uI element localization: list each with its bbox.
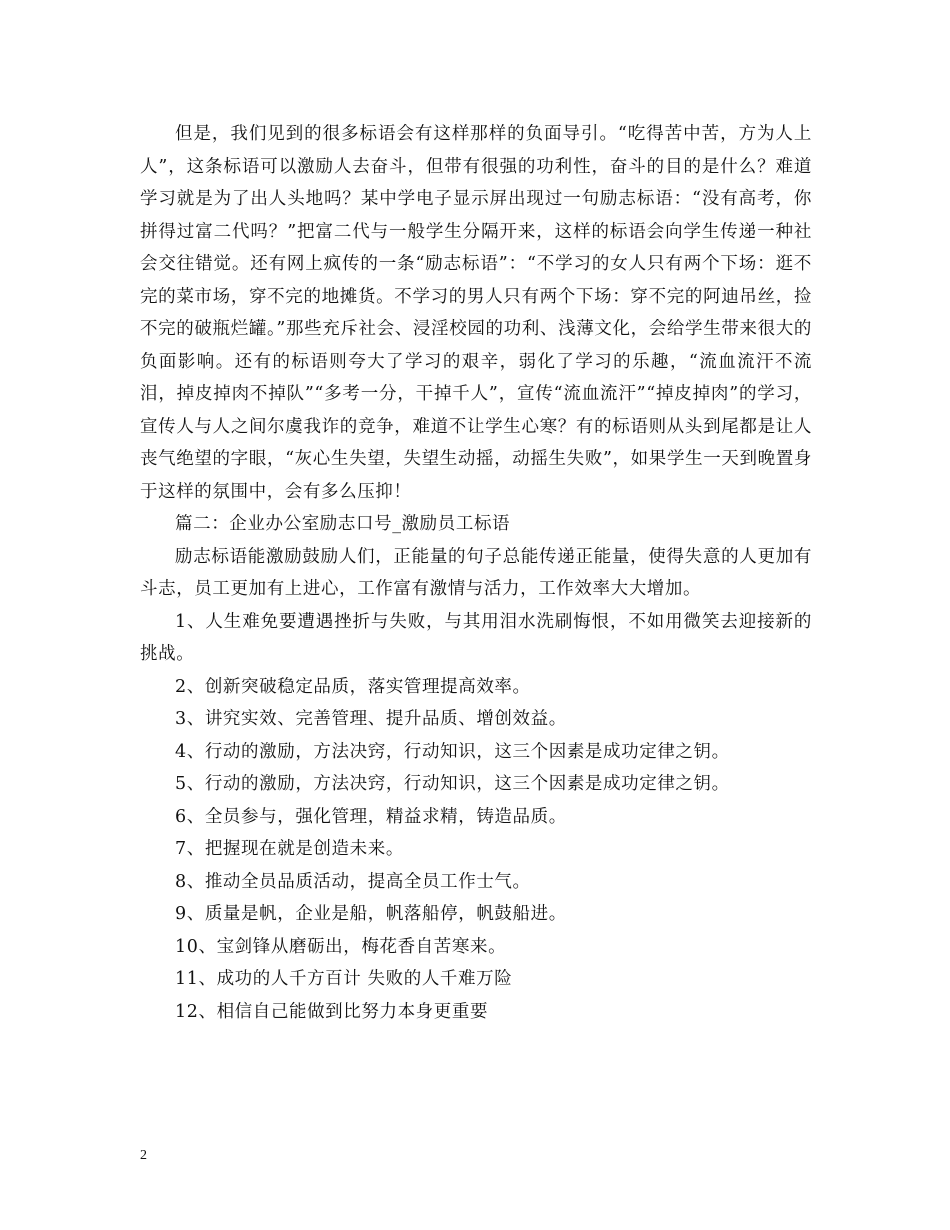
list-item: 7、把握现在就是创造未来。 <box>175 839 404 859</box>
list-item: 9、质量是帆，企业是船，帆落船停，帆鼓船进。 <box>175 904 567 924</box>
list-item: 3、讲究实效、完善管理、提升品质、增创效益。 <box>175 709 567 729</box>
paragraph-negative-slogans: 但是，我们见到的很多标语会有这样那样的负面导引。“吃得苦中苦，方为人上人”，这条标语可以激励人去奋斗，但带有很强的功利性，奋斗的目的是什么？难道学习就是为了出人头地吗？某中学电子显示屏出现过一句励志标语：“没有高考，你拼得过富二代吗？”把富二代与一般学生分隔开来，这样的标语会向学生传递一种社会交往错觉。还有网上疯传的一条“励志标语”：“不学习的女人只有两个下场：逛不完的菜市场，穿不完的地摊货。不学习的男人只有两个下场：穿不完的阿迪吊丝，捡不完的破瓶烂罐。”那些充斥社会、浸淫校园的功利、浅薄文化，会给学生带来很大的负面影响。还有的标语则夸大了学习的艰辛，弱化了学习的乐趣，“流血流汗不流泪，掉皮掉肉不掉队”“多考一分，干掉千人”，宣传“流血流汗”“掉皮掉肉”的学习，宣传人与人之间尔虞我诈的竞争，难道不让学生心寒？有的标语则从头到尾都是让人丧气绝望的字眼，“灰心生失望，失望生动摇，动摇生失败”，如果学生一天到晚置身于这样的氛围中，会有多么压抑！ <box>140 124 812 502</box>
list-item: 11、成功的人千方百计 失败的人千难万险 <box>175 969 513 989</box>
list-item: 2、创新突破稳定品质，落实管理提高效率。 <box>175 676 531 697</box>
paragraph-intro: 励志标语能激励鼓励人们，正能量的句子总能传递正能量，使得失意的人更加有斗志，员工更加有上进心，工作富有激情与活力，工作效率大大增加。 <box>140 546 812 599</box>
page-number: 2 <box>140 1148 147 1163</box>
list-item: 8、推动全员品质活动，提高全员工作士气。 <box>175 871 531 892</box>
list-item: 5、行动的激励，方法决窍，行动知识，这三个因素是成功定律之钥。 <box>175 774 730 794</box>
list-item: 1、人生难免要遭遇挫折与失败，与其用泪水洗刷悔恨，不如用微笑去迎接新的挑战。 <box>140 611 812 664</box>
list-item: 4、行动的激励，方法决窍，行动知识，这三个因素是成功定律之钥。 <box>175 741 730 762</box>
list-item: 6、全员参与，强化管理，精益求精，铸造品质。 <box>175 806 567 827</box>
list-item: 10、宝剑锋从磨砺出，梅花香自苦寒来。 <box>175 936 507 957</box>
section-heading: 篇二：企业办公室励志口号_激励员工标语 <box>175 514 511 534</box>
slogan-list <box>140 606 812 1029</box>
document-body <box>140 118 812 1028</box>
list-item: 12、相信自己能做到比努力本身更重要 <box>175 1001 489 1022</box>
